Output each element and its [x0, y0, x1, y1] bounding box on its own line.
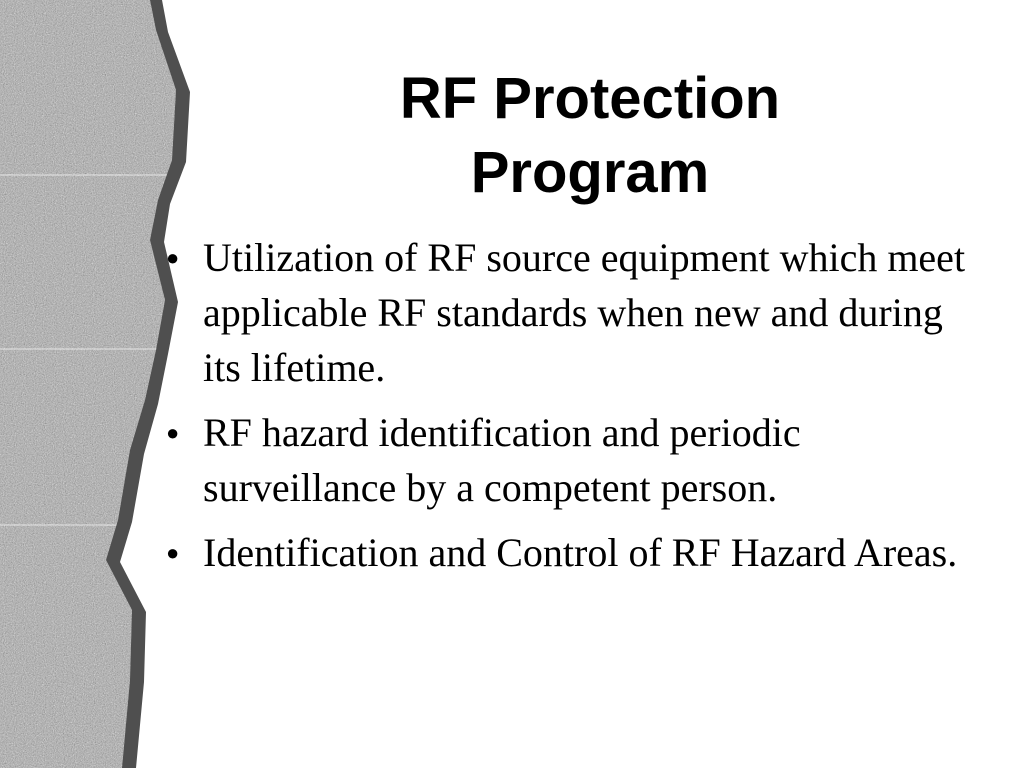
- bullet-text-1: Utilization of RF source equipment which meet applicable RF standards when new and during its lifetime.: [203, 235, 966, 390]
- bullet-text-3: Identification and Control of RF Hazard Areas.: [203, 530, 958, 575]
- slide-title: [300, 62, 880, 210]
- slide-title-line-1: RF Protection: [399, 66, 781, 131]
- bullet-text-2: RF hazard identification and periodic surveillance by a competent person.: [203, 410, 801, 510]
- bullet-dot-icon: ●: [166, 420, 180, 445]
- bullet-dot-icon: ●: [166, 245, 180, 270]
- bullet-item-1: [162, 230, 982, 395]
- bullet-list: [162, 230, 982, 590]
- bullet-item-3: [162, 525, 982, 580]
- slide-title-line-2: Program: [470, 140, 710, 205]
- bullet-item-2: [162, 405, 982, 515]
- bullet-dot-icon: ●: [166, 540, 180, 565]
